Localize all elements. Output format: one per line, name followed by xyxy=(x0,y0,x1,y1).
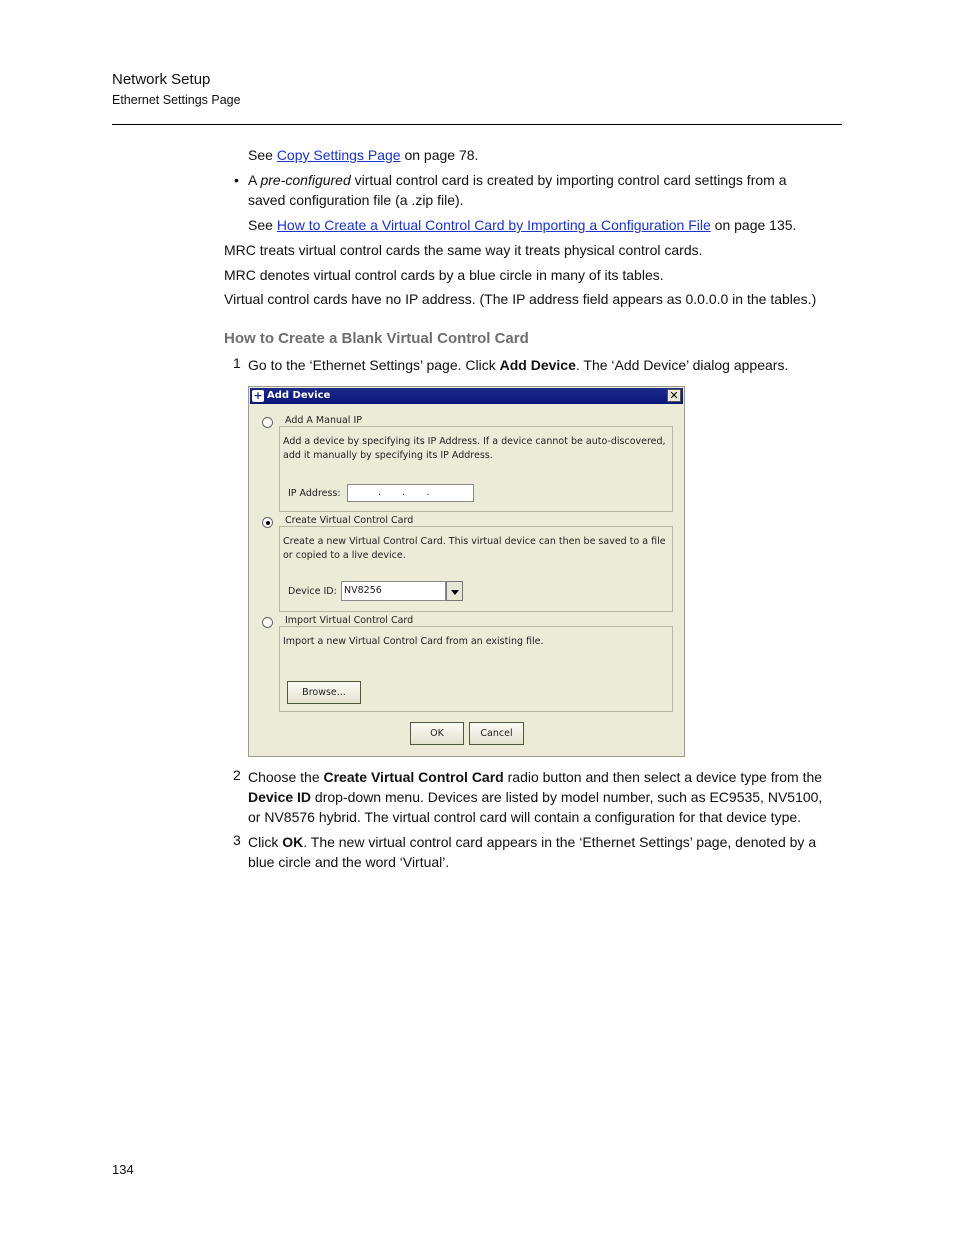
bullet-dot: • xyxy=(234,172,239,188)
section-heading: How to Create a Blank Virtual Control Card xyxy=(224,330,529,347)
device-id-value: NV8256 xyxy=(344,585,382,596)
create-virtual-radio[interactable] xyxy=(262,517,273,528)
paragraph-no-ip: Virtual control cards have no IP address. (The IP address field appears as 0.0.0.0 in the tables.) xyxy=(224,291,817,307)
step-1-number: 1 xyxy=(233,355,241,371)
paragraph-denotes: MRC denotes virtual control cards by a blue circle in many of its tables. xyxy=(224,267,664,283)
dialog-titlebar xyxy=(250,388,683,404)
device-id-select[interactable] xyxy=(341,581,446,601)
see-copy-settings: See Copy Settings Page on page 78. xyxy=(248,147,479,163)
step-2-number: 2 xyxy=(233,767,241,783)
ip-address-field[interactable] xyxy=(347,484,474,502)
bullet-preconfigured: A pre-configured virtual control card is created by importing control card settings from a saved configuration file (a .zip file). xyxy=(248,172,787,208)
header-divider xyxy=(112,124,842,125)
paragraph-treats: MRC treats virtual control cards the same way it treats physical control cards. xyxy=(224,242,703,258)
create-virtual-legend: Create Virtual Control Card xyxy=(285,515,414,526)
add-device-dialog xyxy=(248,386,685,757)
create-virtual-description-line1: Create a new Virtual Control Card. This virtual device can then be saved to a file xyxy=(283,536,666,547)
import-virtual-description: Import a new Virtual Control Card from an existing file. xyxy=(283,636,544,647)
manual-ip-radio[interactable] xyxy=(262,417,273,428)
running-header-subtitle: Ethernet Settings Page xyxy=(112,93,241,107)
manual-ip-description-line2: add it manually by specifying its IP Address. xyxy=(283,450,493,461)
cancel-button[interactable]: Cancel xyxy=(469,722,524,745)
running-header-title: Network Setup xyxy=(112,71,211,88)
close-icon[interactable]: ✕ xyxy=(667,389,681,402)
create-virtual-description-line2: or copied to a live device. xyxy=(283,550,406,561)
device-id-label: Device ID: xyxy=(288,586,337,597)
ip-address-dots: . . . xyxy=(378,487,430,498)
import-virtual-legend: Import Virtual Control Card xyxy=(285,615,414,626)
step-3-text: Click OK. The new virtual control card appears in the ‘Ethernet Settings’ page, denoted by a blue circle and the word ‘Virtual’. xyxy=(248,834,817,870)
plus-icon: + xyxy=(253,389,263,402)
browse-button[interactable]: Browse... xyxy=(287,681,361,704)
dialog-title: Add Device xyxy=(267,390,331,401)
step-3-number: 3 xyxy=(233,832,241,848)
import-config-link[interactable]: How to Create a Virtual Control Card by Importing a Configuration File xyxy=(276,217,711,233)
page-number: 134 xyxy=(112,1162,134,1177)
import-virtual-radio[interactable] xyxy=(262,617,273,628)
chevron-down-icon[interactable] xyxy=(446,581,463,601)
manual-ip-description-line1: Add a device by specifying its IP Address. If a device cannot be auto-discovered, xyxy=(283,436,666,447)
ip-address-label: IP Address: xyxy=(288,488,341,499)
manual-ip-legend: Add A Manual IP xyxy=(285,415,363,426)
see-import-config: See How to Create a Virtual Control Card by Importing a Configuration File on page 135. xyxy=(248,217,797,233)
ok-button[interactable]: OK xyxy=(410,722,464,745)
copy-settings-link[interactable]: Copy Settings Page xyxy=(276,147,401,163)
step-1-text: Go to the ‘Ethernet Settings’ page. Click Add Device. The ‘Add Device’ dialog appears. xyxy=(248,357,789,373)
step-2-text: Choose the Create Virtual Control Card radio button and then select a device type from the Device ID drop-down menu. Devices are listed by model number, such as EC9535, NV5100, or NV8576 hybrid. The virtual control card will contain a configuration for that device type. xyxy=(248,769,823,825)
